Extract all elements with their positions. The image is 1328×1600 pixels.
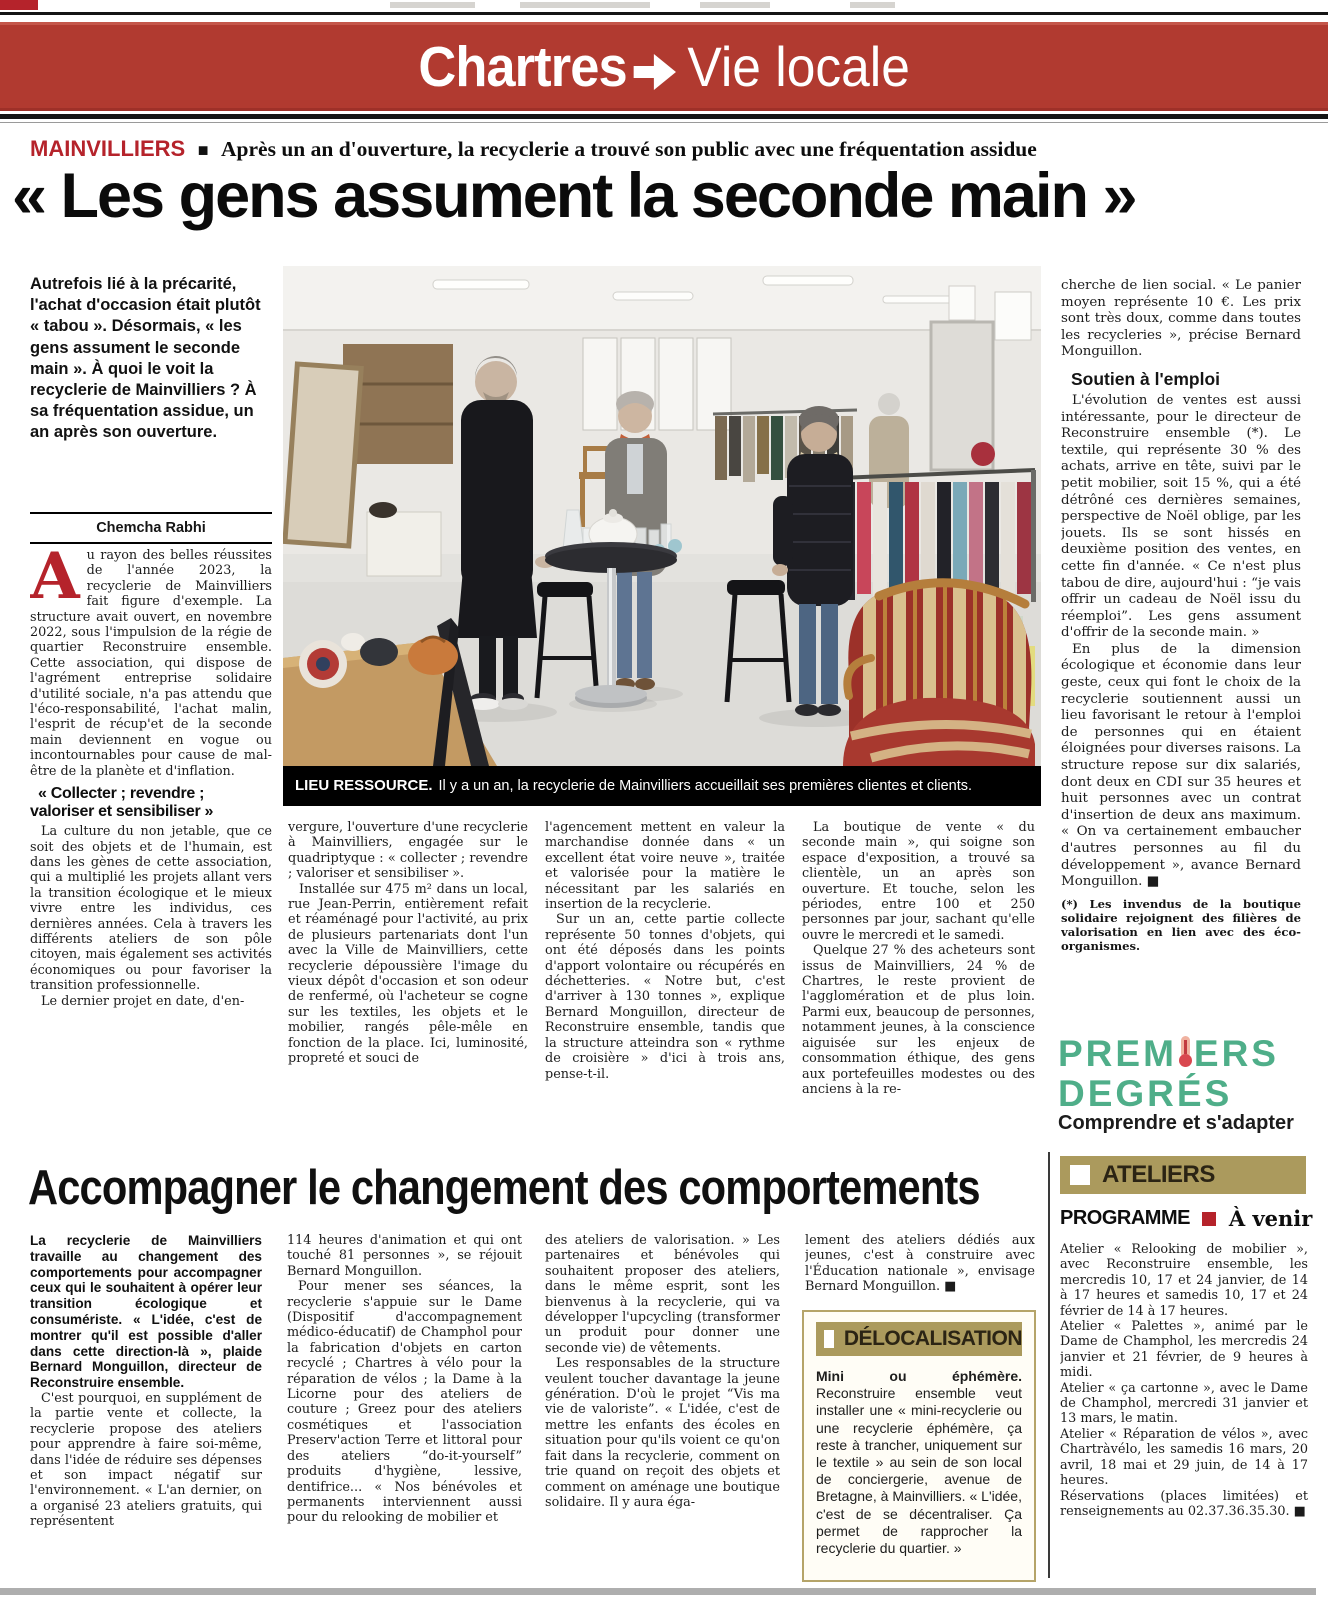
logo-line-2: DEGRÉS [1058, 1073, 1233, 1114]
paragraph: lement des ateliers dédiés aux jeunes, c'est à construire avec l'Éducation nationale », envisage Bernard Monguillon. ■ [805, 1233, 1035, 1295]
paragraph: cherche de lien social. « Le panier moyen représente 10 €. Les prix sont très doux, comme dans toutes les recycleries », précise Bernard Monguillon. [1061, 278, 1301, 360]
white-square-icon [1070, 1165, 1090, 1185]
paragraph: En plus de la dimension écologique et économie dans leur geste, ceux qui font le choix de la recyclerie soutiennent aussi un lieu favorisant le retour à l'emploi de personnes qui en étaient éloignées pour diverses raisons. La structure repose sur dix salariés, dont deux en CDI sur 35 heures et huit personnes avec un contrat d'insertion de deux ans maximum. « On va certainement embaucher d'autres personnes au fil du développement », avance Bernard Monguillon. ■ [1061, 641, 1301, 890]
paragraph: C'est pourquoi, en supplément de la partie vente et collecte, la recyclerie propose des ateliers pour apprendre à faire soi-même, dans l'idée de réduire ses dépenses et son impact négatif sur l'environnement. « L'an dernier, on a organisé 23 ateliers gratuits, qui représentent [30, 1390, 262, 1530]
paragraph-group [1061, 393, 1301, 891]
article1-photo [283, 266, 1041, 806]
paragraph-group [30, 1391, 262, 1530]
white-square-icon [824, 1330, 834, 1348]
paragraph: des ateliers de valorisation. » Les partenaires et bénévoles qui souhaitent proposer des ateliers, dans le même esprit, sont les bienvenus à la recyclerie, qui va développer l'upcycling (transformer un produit pour donner une seconde vie) de vêtements. [545, 1233, 780, 1356]
delocalisation-title: DÉLOCALISATION [843, 1327, 1022, 1350]
paragraph: La boutique de vente « du seconde main », qui soigne son espace d'exposition, a trouvé sa clientèle, un an après son ouverture. Et touche, selon les périodes, entre 100 et 250 personnes par jour, sachant qu'elle ouvre le mercredi et le samedi. [802, 820, 1035, 943]
section-subname: Vie locale [687, 35, 910, 98]
dropcap-letter: A [30, 548, 80, 614]
paragraph: Atelier « Relooking de mobilier », avec Reconstruire ensemble, les mercredis 10, 17 et 24 janvier, de 14 à 17 heures et samedis 10, 17 et 24 février de 14 à 17 heures. [1060, 1242, 1308, 1319]
top-rule [0, 12, 1328, 15]
ateliers-title: ATELIERS [1102, 1161, 1215, 1188]
cropped-text-mark [390, 2, 475, 8]
red-square-icon [1202, 1212, 1216, 1226]
banner-rule-thin [0, 122, 1328, 123]
paragraph: Atelier « ça cartonne », avec le Dame de Champhol, mercredi 31 janvier et 13 mars, le matin. [1060, 1380, 1308, 1427]
bottom-rule [0, 1588, 1316, 1595]
premiers-degres-logo [1058, 1034, 1308, 1154]
photo-caption [283, 766, 1041, 806]
thermometer-icon [1178, 1034, 1193, 1066]
article1-byline: Chemcha Rabhi [30, 512, 272, 544]
article1-col3 [545, 820, 785, 1158]
article2-col1 [30, 1233, 262, 1583]
paragraph: Pour mener ses séances, la recyclerie s'appuie sur le Dame (Dispositif d'accompagnement médico-éducatif) de Champhol pour la fabrication d'objets en carton recyclé ; Chartres à vélo pour la réparation de vélos ; la Dame à la Licorne pour des ateliers de couture ; Greez pour des ateliers cosmétiques et l'association Preserv'action Terre et littoral pour des ateliers “do-it-yourself” produits d'hygiène, lessive, dentifrice... « Nos bénévoles et permanents interviennent aussi pour du relooking de mobilier et [287, 1279, 522, 1526]
cropped-text-mark [850, 2, 895, 8]
paragraph: Les responsables de la structure veulent toucher davantage la jeune génération. D'où le projet “Vis ma vie de valoriste”. « L'idée, c'est de mettre les enfants des écoles en situation pour qu'ils voient ce qu'on fait dans la recyclerie, comment on trie quand on reçoit des objets et comment on aménage une boutique solidaire. Il y aura éga- [545, 1356, 780, 1510]
logo-line-1: PREM ERS [1058, 1034, 1279, 1074]
paragraph: Au rayon des belles réussites de l'année 2023, la recyclerie de Mainvilliers fait figure d'exemple. La structure avait ouvert, en novembre 2022, sous l'impulsion de la régie de quartier Reconstruire ensemble. Cette association, qui dispose de l'agrément entreprise solidaire d'utilité sociale, n'a pas attendu que l'éco-responsabilité, l'achat malin, l'esprit de récup'et de la seconde main deviennent en vogue ou incontournables pour cause de mal-être de la planète et d'inflation. [30, 548, 272, 779]
photo-illustration [283, 266, 1041, 766]
paragraph: Installée sur 475 m² dans un local, rue Jean-Perrin, entièrement refait et réaménagé pour l'activité, au prix de plusieurs partenariats dont l'un avec la Ville de Mainvilliers, cette recyclerie dépoussière l'image du vieux dépôt d'occasion et son odeur de renfermé, où l'acheteur se cogne sur les textiles, les objets et le mobilier, rangés pêle-mêle en fonction de la place. Ici, luminosité, propreté et souci de [288, 881, 528, 1067]
paragraph-group [1061, 278, 1301, 361]
ateliers-header [1060, 1156, 1306, 1194]
article2-col4 [805, 1233, 1035, 1308]
section-name: Chartres [418, 35, 627, 99]
page-corner-mark [0, 0, 38, 10]
article1-chapeau: Autrefois lié à la précarité, l'achat d'occasion était plutôt « tabou ». Désormais, « les gens assument le seconde main ». À quoi le voit la recyclerie de Mainvilliers ? À sa fréquentation assidue, un an après son ouverture. [30, 275, 261, 442]
delocalisation-header [816, 1322, 1022, 1356]
article1-col5 [1061, 278, 1301, 1030]
sidebar-divider [1048, 1152, 1050, 1578]
delocalisation-text: Reconstruire ensemble veut installer une « mini-recyclerie ou une recyclerie éphémère, ça reste à trancher, uniquement sur le textile » au sein de son local de conciergerie, avenue de Bretagne, à Mainvilliers. « L'idée, c'est de se décentraliser. Ça permet de rapprocher la recyclerie du quartier. » [816, 1385, 1022, 1557]
black-square-icon: ■ [197, 140, 209, 160]
delocalisation-box [802, 1310, 1036, 1582]
paragraph: Atelier « Réparation de vélos », avec Chartràvélo, les samedis 16 mars, 20 avril, 18 mai et 29 juin, de 14 à 17 heures. [1060, 1426, 1308, 1489]
photo-caption-text: Il y a un an, la recyclerie de Mainvilliers accueillait ses premières clientes et clients. [438, 778, 973, 794]
paragraph: Le dernier projet en date, d'en- [41, 993, 245, 1009]
program-label: PROGRAMME [1060, 1207, 1190, 1229]
cropped-text-mark [700, 2, 770, 8]
arrow-right-icon [634, 54, 676, 90]
paragraph: Réservations (places limitées) et renseignements au 02.37.36.35.30. ■ [1060, 1488, 1308, 1519]
article1-subhead-2: Soutien à l'emploi [1071, 368, 1221, 389]
cropped-text-mark [520, 2, 650, 8]
program-list [1060, 1242, 1308, 1576]
logo-tagline: Comprendre et s'adapter [1058, 1112, 1294, 1134]
paragraph: 114 heures d'animation et qui ont touché 81 personnes », se réjouit Bernard Monguillon. [287, 1233, 522, 1279]
banner-rule [0, 114, 1328, 119]
paragraph: Sur un an, cette partie collecte représente 50 tonnes d'objets, qui ont été déposés dans les points d'apport volontaire ou récupérés en déchetteries. « Notre but, c'est d'arriver à 130 tonnes », explique Bernard Monguillon, directeur de Reconstruire ensemble, tandis que la structure atteindra son « rythme de croisière » d'ici à trois ans, pense-t-il. [545, 912, 785, 1082]
paragraph: l'agencement mettent en valeur la marchandise donnée dans « un excellent état voire neuve », traitée et valorisée pour la matière le nécessitant par les salariés en insertion de la recyclerie. [545, 820, 785, 913]
paragraph: Quelque 27 % des acheteurs sont issus de Mainvilliers, 24 % de Chartres, le reste provient de l'agglomération et de plus loin. Parmi eux, beaucoup de personnes, notamment jeunes, à la conscience aiguisée sur les enjeux de consommation éthique, des gens aux portefeuilles modestes ou des anciens à la re- [802, 943, 1035, 1097]
delocalisation-body [804, 1366, 1034, 1567]
article2-col3 [545, 1233, 780, 1583]
paragraph-group [30, 824, 272, 1009]
article1-col2 [288, 820, 528, 1158]
article1-col4 [802, 820, 1035, 1158]
article1-subhead-1: « Collecter ; revendre ; valoriser et sensibiliser » [30, 785, 214, 821]
paragraph: vergure, l'ouverture d'une recyclerie à Mainvilliers, engagée sur le quadriptyque : « collecter ; revendre ; valoriser et sensibiliser ». [288, 820, 528, 882]
delocalisation-lead: Mini ou éphémère. [816, 1368, 1022, 1384]
paragraph: La culture du non jetable, que ce soit des objets et de l'humain, est dans les gènes de cette association, qui a multiplié les projets allant vers la transition écologique et le mieux vivre entre les individus, ces dernières années. Cela à travers les différents ateliers de son pôle citoyen, mais également ses activités économiques ou pour favoriser la transition professionnelle. [30, 824, 272, 994]
program-heading [1060, 1206, 1313, 1236]
kicker-location: MAINVILLIERS [30, 136, 186, 161]
photo-caption-label: LIEU RESSOURCE. [295, 777, 433, 794]
program-subtitle: À venir [1228, 1206, 1313, 1231]
section-banner [0, 22, 1328, 111]
paragraph: L'évolution de ventes est aussi intéressante, pour le directeur de Reconstruire ensemble (*). Le textile, qui représente 30 % des achats, arrive en tête, suivi par le petit mobilier, soit 15 %, qui a été détrôné ces dernières semaines, perspective de Noël oblige, par les jouets. Ils se sont hissés en deuxième position des ventes, en cette fin d'année. « Ce n'est plus tabou de dire, aujourd'hui : “je vais offrir un cadeau de Noël issu du réemploi”. Les gens assument d'offrir de la seconde main. » [1061, 392, 1301, 641]
article2-chapeau: La recyclerie de Mainvilliers travaille au changement des comportements pour accompagner ceux qui le souhaitent à opérer leur transition écologique et consumériste. « L'idée, c'est de montrer qu'il est possible d'aller dans cette direction-là », plaide Bernard Monguillon, directeur de Reconstruire ensemble. [30, 1233, 262, 1391]
paragraph: Atelier « Palettes », animé par le Dame de Champhol, les mercredis 24 janvier et 21 février, de 9 heures à midi. [1060, 1319, 1308, 1381]
article2-headline: Accompagner le changement des comportements [28, 1161, 980, 1215]
article1-footnote: (*) Les invendus de la boutique solidaire rejoignent des filières de valorisation en lien avec des éco-organismes. [1061, 896, 1301, 953]
kicker-text: Après un an d'ouverture, la recyclerie a trouvé son public avec une fréquentation assidue [221, 137, 1037, 161]
article2-col2 [287, 1233, 522, 1583]
article1-col1 [30, 548, 272, 1156]
article1-headline: « Les gens assument la seconde main » [12, 161, 1136, 231]
